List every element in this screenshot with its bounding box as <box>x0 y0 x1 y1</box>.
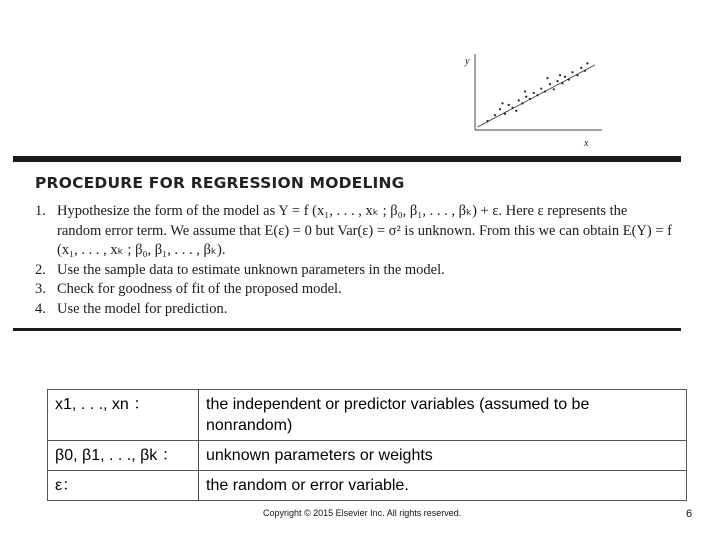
procedure-box <box>13 162 681 328</box>
scatter-point <box>504 113 506 115</box>
definition-symbol: ε： <box>48 471 199 501</box>
step-text: Use the sample data to estimate unknown parameters in the model. <box>57 261 445 278</box>
scatter-point <box>553 88 555 90</box>
definition-meaning: unknown parameters or weights <box>199 441 687 471</box>
scatter-point <box>518 99 520 101</box>
scatter-point <box>559 74 561 76</box>
scatter-point <box>584 70 586 72</box>
scatter-point <box>529 98 531 100</box>
scatter-point <box>586 62 588 64</box>
scatter-point <box>564 76 566 78</box>
scatter-point <box>546 77 548 79</box>
scatter-point <box>568 79 570 81</box>
scatter-point <box>515 110 517 112</box>
definition-meaning: the independent or predictor variables (assumed to be nonrandom) <box>199 390 687 441</box>
scatter-point <box>580 67 582 69</box>
scatter-point <box>536 94 538 96</box>
step-text: Check for goodness of fit of the proposed model. <box>57 281 342 297</box>
scatter-point <box>525 96 527 98</box>
scatter-point <box>576 74 578 76</box>
definition-meaning: the random or error variable. <box>199 471 687 501</box>
page-number: 6 <box>686 508 693 520</box>
procedure-step-1 <box>35 202 675 261</box>
scatter-point <box>486 120 488 122</box>
scatter-point <box>499 108 501 110</box>
definition-symbol: x1, . . ., xn ： <box>48 390 199 441</box>
scatter-point <box>524 90 526 92</box>
scatter-point <box>556 80 558 82</box>
definition-symbol: β0, β1, . . ., βk ： <box>48 441 199 471</box>
scatter-points <box>486 62 588 122</box>
scatter-point <box>540 87 542 89</box>
scatter-point <box>521 102 523 104</box>
step-number: 3. <box>35 281 46 297</box>
definitions-table <box>47 389 687 501</box>
scatter-point <box>501 102 503 104</box>
step-number: 4. <box>35 300 46 317</box>
procedure-heading: PROCEDURE FOR REGRESSION MODELING <box>35 174 405 192</box>
scatter-plot-figure <box>462 50 612 150</box>
x-axis-label: x <box>584 138 589 149</box>
procedure-step-4 <box>35 300 675 320</box>
scatter-point <box>571 71 573 73</box>
procedure-step-3 <box>35 280 675 300</box>
scatter-point <box>494 114 496 116</box>
scatter-point <box>508 104 510 106</box>
scatter-point <box>549 83 551 85</box>
definition-row <box>48 390 687 441</box>
procedure-rule-bottom <box>13 328 681 331</box>
definition-row <box>48 441 687 471</box>
scatter-point <box>533 92 535 94</box>
scatter-point <box>511 107 513 109</box>
procedure-step-2 <box>35 261 675 281</box>
step-number: 1. <box>35 203 46 219</box>
step-text: Hypothesize the form of the model as Y = f (x₁, . . . , xₖ ; β₀, β₁, . . . , βₖ) + ε. Here ε represents the random error term. We assume that E(ε) = 0 but Var(ε) = σ² is unknown. From this we can obtain E(Y) = f (x₁, . . . , xₖ ; β₀, β₁, . . . , βₖ). <box>57 203 676 258</box>
y-axis-label: y <box>465 56 470 67</box>
definition-row <box>48 471 687 501</box>
scatter-point <box>544 90 546 92</box>
step-text: Use the model for prediction. <box>57 300 228 317</box>
step-number: 2. <box>35 261 46 278</box>
scatter-point <box>561 82 563 84</box>
copyright-notice: Copyright © 2015 Elsevier Inc. All rights reserved. <box>263 508 462 518</box>
procedure-steps <box>35 202 675 319</box>
